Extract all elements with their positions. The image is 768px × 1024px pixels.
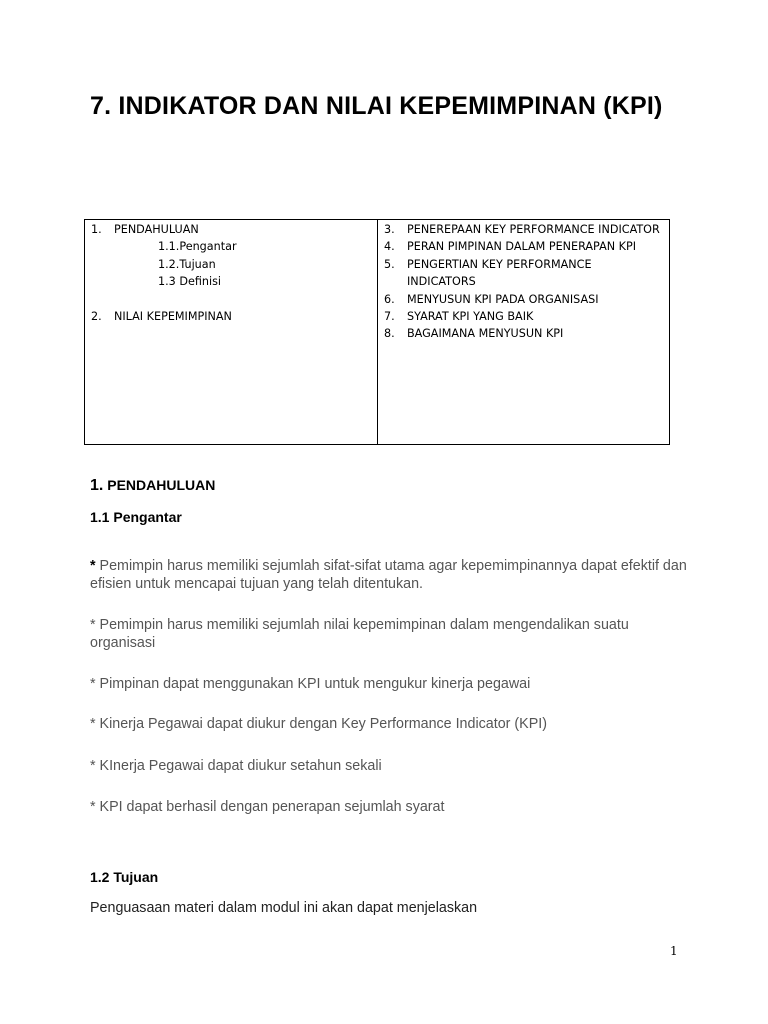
toc-item [91, 308, 377, 325]
subsection-heading-pengantar: 1.1 Pengantar [90, 509, 182, 525]
paragraph-bullet: * KInerja Pegawai dapat diukur setahun sekali [90, 758, 382, 774]
toc-item-number: 7. [384, 310, 395, 324]
toc-item [384, 308, 669, 325]
section-heading [90, 477, 215, 495]
toc-item-label: MENYUSUN KPI PADA ORGANISASI [407, 292, 599, 306]
paragraph-bullet: * Pimpinan dapat menggunakan KPI untuk mengukur kinerja pegawai [90, 676, 531, 692]
toc-item-label: BAGAIMANA MENYUSUN KPI [407, 327, 564, 341]
toc-item-label: PENDAHULUAN [114, 223, 199, 236]
toc-subitem: 1.1.Pengantar [158, 240, 237, 254]
toc-item-label: NILAI KEPEMIMPINAN [114, 310, 232, 324]
toc-item-label: PENGERTIAN KEY PERFORMANCE [407, 257, 592, 271]
toc-item-number: 4. [384, 240, 395, 254]
toc-item [384, 238, 669, 255]
toc-item [384, 325, 669, 342]
toc-item [384, 256, 669, 273]
toc-item-label-continued: INDICATORS [407, 275, 476, 289]
toc-item-number: 3. [384, 223, 395, 236]
toc-item [384, 291, 669, 308]
page-number: 1 [670, 944, 678, 958]
paragraph-tujuan: Penguasaan materi dalam modul ini akan dapat menjelaskan [90, 900, 478, 916]
table-of-contents [84, 219, 670, 445]
toc-item-label: PERAN PIMPINAN DALAM PENERAPAN KPI [407, 240, 637, 254]
bullet-star: * [90, 558, 96, 574]
toc-item [384, 221, 669, 238]
toc-subitem: 1.3 Definisi [158, 275, 222, 289]
paragraph-bullet: * Pemimpin harus memiliki sejumlah nilai kepemimpinan dalam mengendalikan suatu organisasi [90, 617, 629, 651]
paragraph-bullet: * KPI dapat berhasil dengan penerapan sejumlah syarat [90, 799, 445, 815]
paragraph-bullet [90, 557, 690, 593]
toc-left-column [85, 220, 378, 444]
toc-item-number: 5. [384, 257, 395, 271]
bullet-text: Pemimpin harus memiliki sejumlah sifat-sifat utama agar kepemimpinannya dapat efektif dan efisien untuk mencapai tujuan yang telah ditentukan. [90, 558, 687, 592]
toc-item-number: 2. [91, 310, 102, 324]
subsection-heading-tujuan: 1.2 Tujuan [90, 869, 159, 885]
toc-item-number: 6. [384, 292, 395, 306]
toc-item-number: 8. [384, 327, 395, 341]
toc-item [91, 221, 377, 238]
section-number: 1. [90, 477, 104, 494]
section-title: PENDAHULUAN [103, 477, 216, 493]
toc-item-label: PENEREPAAN KEY PERFORMANCE INDICATOR [407, 223, 660, 236]
toc-item-label: SYARAT KPI YANG BAIK [407, 310, 534, 324]
toc-right-column [378, 220, 669, 444]
paragraph-bullet: * Kinerja Pegawai dapat diukur dengan Key Performance Indicator (KPI) [90, 716, 547, 732]
document-title: 7. INDIKATOR DAN NILAI KEPEMIMPINAN (KPI) [90, 92, 663, 120]
toc-subitem: 1.2.Tujuan [158, 257, 216, 271]
toc-item-number: 1. [91, 223, 102, 236]
